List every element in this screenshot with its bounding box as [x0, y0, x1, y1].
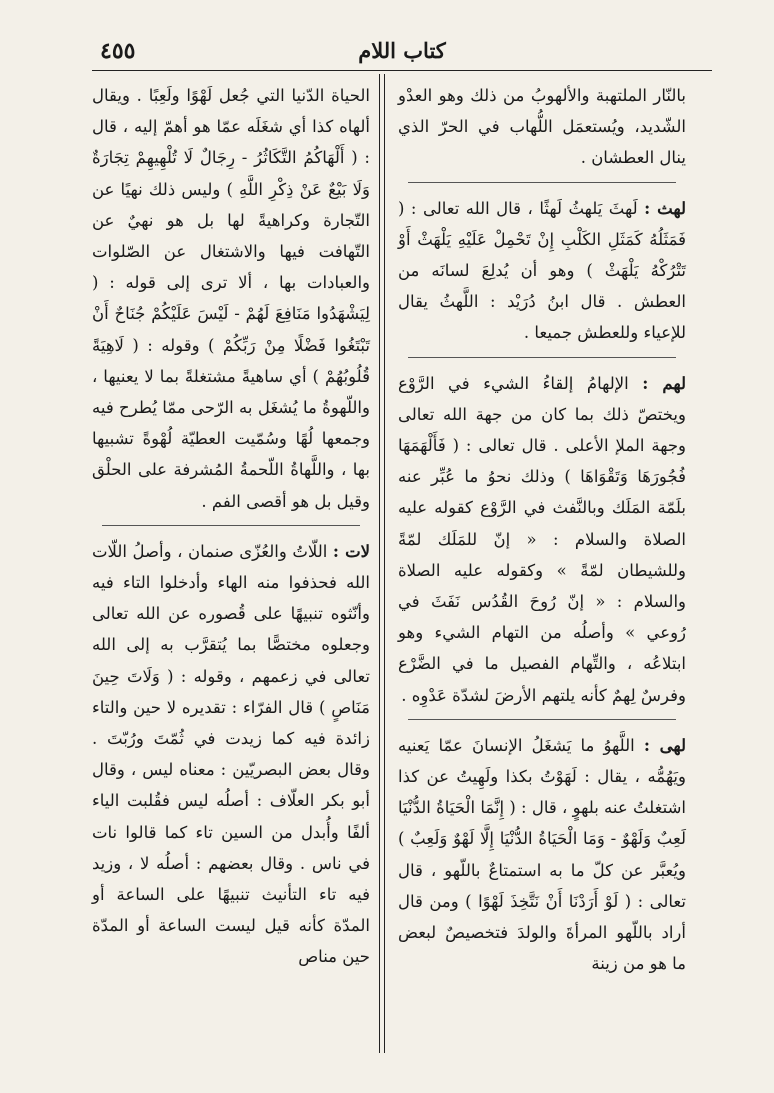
entry-text: الحياة الدّنيا التي جُعل لَهْوًا ولَعِبًا . ويقال ألهاه كذا أي شغَلَه عمّا هو أهمّ إليه ، قال : ( أَلْهَاكُمُ التَّكَاثُرُ - رِجَالٌ لَا تُلْهِيهِمْ تِجَارَةٌ وَلَا بَيْعٌ عَنْ ذِكْرِ اللَّهِ ) وليس ذلك نهيًا عن التّجارة وكراهيةً لها بل هو نهيٌ عن التّهافت فيها والاشتغال عن الصّلوات والعبادات بها ، ألا ترى إلى قوله : ( لِيَشْهَدُوا مَنَافِعَ لَهُمْ - لَيْسَ عَلَيْكُمْ جُنَاحٌ أَنْ تَبْتَغُوا فَضْلًا مِنْ رَبِّكُمْ ) وقوله : ( لَاهِيَةً قُلُوبُهُمْ ) أي ساهيةً مشتغلةً بما لا يعنيها ، واللّهوةُ ما يُشغَل به الرّحى ممّا يُطرح فيه وجمعها لُهًا وسُمّيت العطيّة لُهْوةً تشبيها بها ، واللَّهاةُ اللّحمةُ المُشرفة على الحلْق وقيل بل هو أقصى الفم .: [92, 86, 370, 511]
entry-lahama: [398, 368, 686, 711]
running-title: كتاب اللام: [358, 38, 446, 63]
column-divider: [379, 74, 380, 1053]
column-divider-inner: [384, 74, 385, 1053]
entry-separator: [102, 525, 360, 526]
entry-headword: لات :: [332, 541, 371, 561]
entry-lahatha: [398, 193, 686, 349]
entry-separator: [408, 357, 676, 358]
page-number: ٤٥٥: [100, 38, 136, 64]
entry-headword: لهث :: [644, 198, 687, 218]
right-column: [398, 80, 686, 979]
page-header: [92, 36, 712, 71]
entry-laha: [398, 730, 686, 980]
entry-text: لَهثَ يَلهثُ لَهثًا ، قال الله تعالى : ( فَمَثَلُهُ كَمَثَلِ الكَلْبِ إِنْ تَحْمِلْ عَلَيْهِ يَلْهَثْ أَوْ تَتْرُكْهُ يَلْهَثْ ) وهو أن يُدلِعَ لسانَه من العطش . قال ابنُ دُرَيْد : اللَّهثُ يقال للإعياء وللعطش جميعا .: [398, 198, 686, 343]
entry-text: بالنّار الملتهبة والألهوبُ من ذلك وهو العدْو الشّديد، ويُستعمَل اللُّهاب في الحرّ الذي ينال العطشان .: [398, 86, 686, 168]
entry-laha-continuation: [92, 80, 370, 517]
entry-text: اللّاتُ والعُزّى صنمان ، وأصلُ اللّات الله فحذفوا منه الهاء وأدخلوا التاء فيه وأنّثوه تنبيهًا على قُصوره عن الله تعالى وجعلوه مختصًّا بما يُتقرَّب به إلى الله تعالى في زعمهم ، وقوله : ( وَلَاتَ حِينَ مَنَاصٍ ) قال الفرّاء : تقديره لا حين والتاء زائدة فيه كما زيدت في ثُمّتَ ورُبّتَ . وقال بعض البصريّين : معناه ليس ، وقال أبو بكر العلّاف : أصلُه ليس فقُلبت الياء ألفًا وأُبدل من السين تاء كما قالوا نات في ناس . وقال بعضهم : أصلُه لا ، وزيد فيه تاء التأنيث تنبيهًا على الساعة أو المدّة كأنه قيل ليست الساعة أو المدّة حين مناص: [92, 541, 370, 967]
entry-text: اللَّهوُ ما يَشغَلُ الإنسانَ عمّا يَعنيه ويَهُمُّه ، يقال : لَهَوْتُ بكذا ولَهِيتُ عن كذا اشتغلتُ عنه بلهوٍ ، قال : ( إِنَّمَا الْحَيَاةُ الدُّنْيَا لَعِبٌ وَلَهْوٌ - وَمَا الْحَيَاةُ الدُّنْيَا إِلَّا لَهْوٌ وَلَعِبٌ ) ويُعبَّر عن كلّ ما به استمتاعٌ باللّهو ، قال تعالى : ( لَوْ أَرَدْنَا أَنْ نَتَّخِذَ لَهْوًا ) ومن قال أراد باللّهو المرأةَ والولدَ فتخصيصٌ لبعض ما هو من زينة: [398, 735, 686, 974]
entry-headword: لهم :: [642, 373, 686, 393]
entry-separator: [408, 719, 676, 720]
left-column: [92, 80, 370, 973]
entry-text: الإلهامُ إلقاءُ الشيء في الرَّوْع ويختصّ ذلك بما كان من جهة الله تعالى وجهة الملإ الأعلى . قال تعالى : ( فَأَلْهَمَهَا فُجُورَهَا وَتَقْوَاهَا ) وذلك نحوُ ما عُبِّر عنه بلَمّة المَلَك وبالنَّفث في الرَّوْع كقوله عليه الصلاة والسلام : « إنّ للمَلَك لمّةً وللشيطان لمّةً » وكقوله عليه الصلاة والسلام : « إنّ رُوحَ القُدُس نَفَثَ في رُوعي » وأصلُه من التهام الشيء وهو ابتلاعُه ، والتِّهام الفصيل ما في الضَّرْع وفرسٌ لِهمٌ كأنه يلتهم الأرضَ لشدّة عَدْوِه .: [398, 373, 686, 705]
entry-continuation: [398, 80, 686, 174]
entry-separator: [408, 182, 676, 183]
entry-headword: لهى :: [643, 735, 686, 755]
entry-lat: [92, 536, 370, 973]
